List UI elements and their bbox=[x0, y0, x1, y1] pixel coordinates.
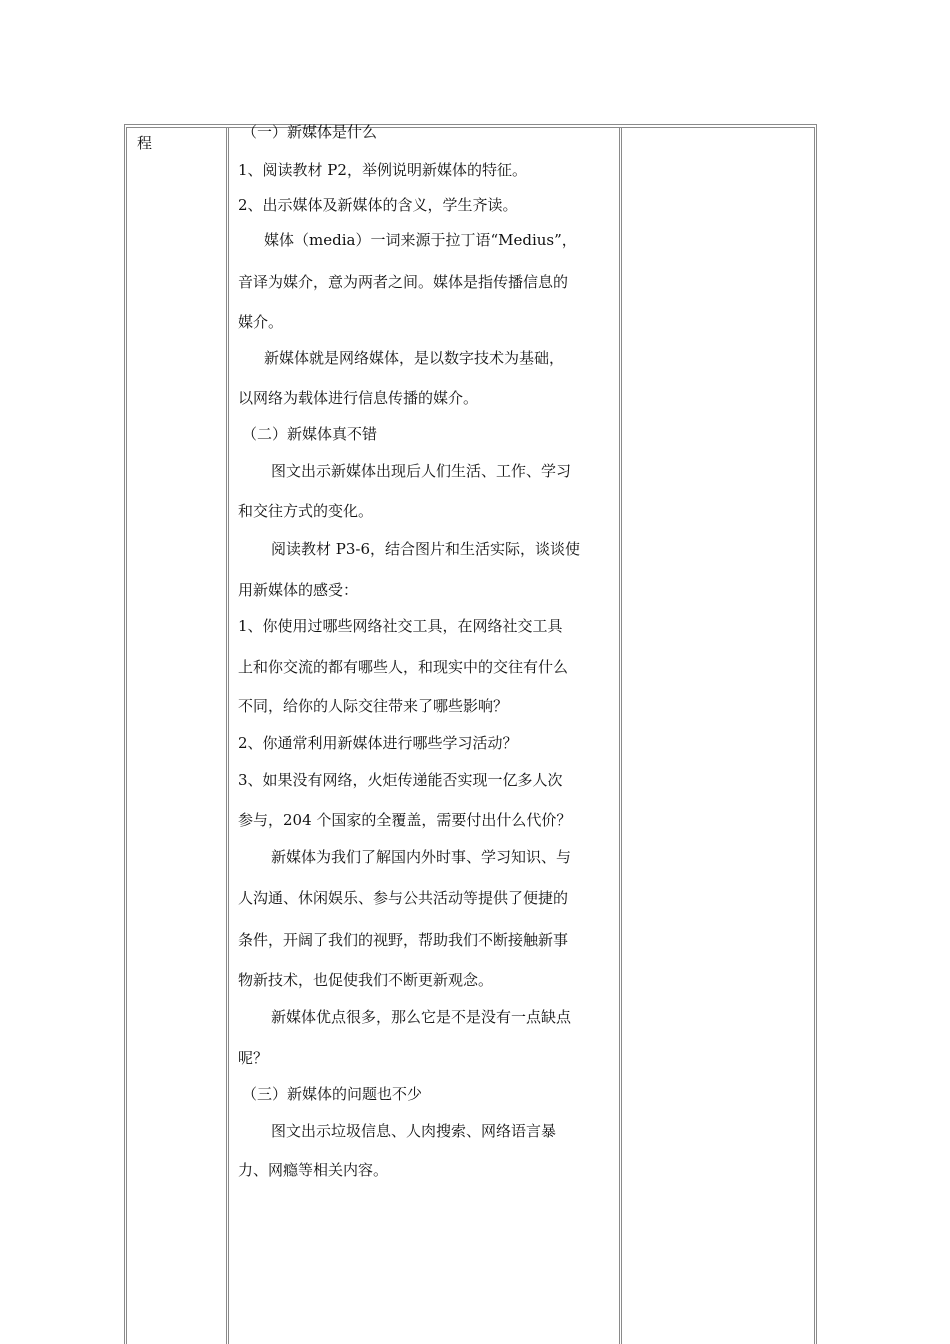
content-line: 上和你交流的都有哪些人，和现实中的交往有什么 bbox=[238, 658, 569, 676]
content-line: （二）新媒体真不错 bbox=[242, 425, 378, 443]
content-line: 参与，204 个国家的全覆盖，需要付出什么代价？ bbox=[238, 811, 572, 829]
content-line: 人沟通、休闲娱乐、参与公共活动等提供了便捷的 bbox=[238, 889, 569, 907]
content-line: 新媒体就是网络媒体，是以数字技术为基础， bbox=[264, 349, 565, 367]
content-line: 和交往方式的变化。 bbox=[238, 502, 374, 520]
content-line: 物新技术，也促使我们不断更新观念。 bbox=[238, 971, 494, 989]
content-line: 新媒体为我们了解国内外时事、学习知识、与 bbox=[271, 848, 572, 866]
content-line: 音译为媒介，意为两者之间。媒体是指传播信息的 bbox=[238, 273, 569, 291]
content-line: 呢？ bbox=[238, 1049, 269, 1067]
content-line: 以网络为载体进行信息传播的媒介。 bbox=[238, 389, 479, 407]
column-divider bbox=[619, 128, 622, 1344]
content-line: 3、如果没有网络，火炬传递能否实现一亿多人次 bbox=[238, 771, 563, 789]
content-line: 2、你通常利用新媒体进行哪些学习活动？ bbox=[238, 734, 518, 752]
content-line: 媒体（media）一词来源于拉丁语“Medius”， bbox=[264, 231, 577, 249]
content-line: 用新媒体的感受： bbox=[238, 581, 359, 599]
content-line: 条件，开阔了我们的视野，帮助我们不断接触新事 bbox=[238, 931, 569, 949]
content-line: （三）新媒体的问题也不少 bbox=[242, 1085, 423, 1103]
content-line: 不同，给你的人际交往带来了哪些影响？ bbox=[238, 697, 509, 715]
content-line: 阅读教材 P3-6，结合图片和生活实际，谈谈使 bbox=[271, 540, 581, 558]
content-line: 图文出示垃圾信息、人肉搜索、网络语言暴 bbox=[271, 1122, 557, 1140]
content-line: 1、你使用过哪些网络社交工具，在网络社交工具 bbox=[238, 617, 563, 635]
content-line: （一）新媒体是什么 bbox=[242, 123, 378, 141]
content-line: 新媒体优点很多，那么它是不是没有一点缺点 bbox=[271, 1008, 572, 1026]
column-divider bbox=[226, 128, 229, 1344]
content-line: 图文出示新媒体出现后人们生活、工作、学习 bbox=[271, 462, 572, 480]
content-line: 1、阅读教材 P2，举例说明新媒体的特征。 bbox=[238, 161, 527, 179]
content-line: 力、网瘾等相关内容。 bbox=[238, 1161, 389, 1179]
content-line: 2、出示媒体及新媒体的含义，学生齐读。 bbox=[238, 196, 518, 214]
content-line: 媒介。 bbox=[238, 313, 284, 331]
row-label: 程 bbox=[137, 134, 153, 152]
